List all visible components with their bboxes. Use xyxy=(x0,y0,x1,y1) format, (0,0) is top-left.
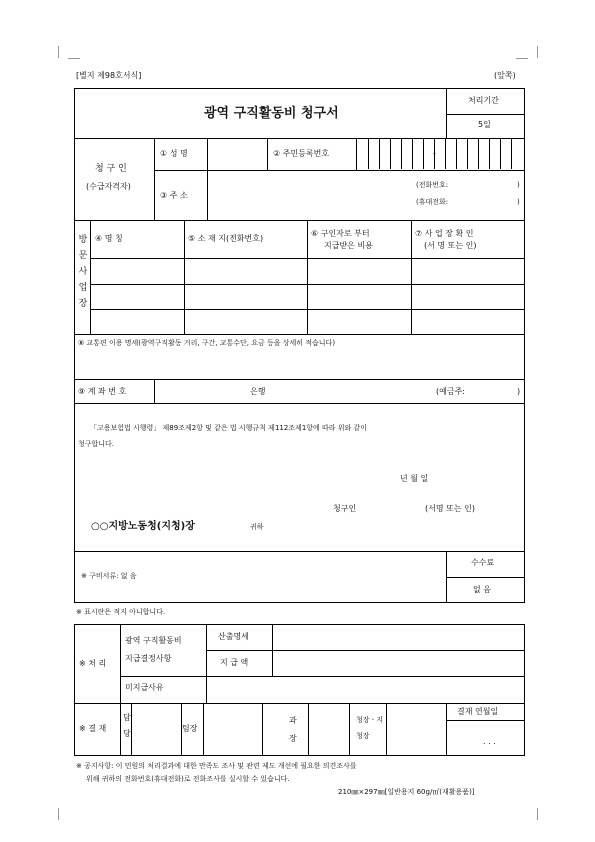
approval-date-value: . . . xyxy=(483,737,496,746)
processing-period-label: 처리기간 xyxy=(468,96,499,105)
claimant-sign-field[interactable] xyxy=(368,500,420,516)
address-field[interactable] xyxy=(208,171,525,219)
worker-sign-field[interactable] xyxy=(132,704,181,755)
crop-mark xyxy=(516,58,528,59)
col-business-name: ④ 명 칭 xyxy=(95,234,123,243)
table-row[interactable] xyxy=(91,285,525,308)
fee-value: 없 음 xyxy=(473,585,491,594)
office-chief-sign-field[interactable] xyxy=(387,704,446,755)
col-cost-line1: ⑥ 구인자로 부터 xyxy=(311,229,370,238)
address-label: ③ 주 소 xyxy=(160,191,188,200)
statement-line2: 청구합니다. xyxy=(78,440,115,448)
payment-amount-field[interactable] xyxy=(273,651,525,675)
calc-detail-field[interactable] xyxy=(273,625,525,649)
bank-label: 은행 xyxy=(250,387,266,396)
phone-label: (전화번호: xyxy=(416,181,449,189)
ssn-dash: - xyxy=(433,149,436,158)
col-confirm-line1: ⑦ 사 업 장 확 인 xyxy=(415,229,474,238)
transport-field[interactable] xyxy=(75,352,525,378)
table-row[interactable] xyxy=(91,310,525,333)
privacy-notice-line2: 위해 귀하의 전화번호(휴대전화)로 전화조사를 실시할 수 있습니다. xyxy=(86,775,290,783)
not-filled-notice: ※ 표시란은 적지 아니합니다. xyxy=(76,608,166,616)
approval-section-label: ※ 결 재 xyxy=(79,724,107,733)
office-chief-label: 청장ㆍ지청장 xyxy=(356,716,384,740)
claimant-section-label: 청 구 인 xyxy=(95,164,127,174)
team-leader-label: 팀장 xyxy=(182,724,198,733)
approval-date-label: 결재 연월일 xyxy=(457,707,499,716)
section-chief-label: 과장 xyxy=(289,716,297,743)
visit-section-label: 방문사업장 xyxy=(78,235,88,309)
fee-label: 수수료 xyxy=(471,558,495,567)
transport-label: ⑧ 교통편 이용 명세(광역구직활동 거리, 구간, 교통수단, 요금 등을 상세히 적습니다) xyxy=(78,339,336,347)
page-side-label: (앞쪽) xyxy=(494,71,516,80)
sign-or-seal: (서명 또는 인) xyxy=(425,504,475,513)
statement-line1: 「고용보험법 시행령」 제89조제2항 및 같은 법 시행규칙 제112조제1항에 따라 위와 같이 xyxy=(90,424,368,432)
crop-mark xyxy=(537,46,538,58)
processing-period-value: 5일 xyxy=(478,120,491,129)
crop-mark xyxy=(68,58,80,59)
payment-amount-label: 지 급 액 xyxy=(220,658,249,667)
claimant-sign-label: 청구인 xyxy=(333,504,357,513)
recipient-office: ○○지방노동청(지청)장 xyxy=(91,521,195,532)
name-field[interactable] xyxy=(208,139,267,169)
phone-close: ) xyxy=(517,181,520,189)
decision-label-line1: 광역 구직활동비 xyxy=(125,636,182,645)
account-label: ⑨ 계 좌 번 호 xyxy=(78,387,127,396)
required-docs: ※ 구비서류: 없 음 xyxy=(81,572,137,580)
account-field[interactable] xyxy=(155,380,525,402)
col-confirm-line2: (서 명 또는 인) xyxy=(424,241,477,250)
form-number: [별지 제98호서식] xyxy=(76,71,142,80)
non-payment-reason-field[interactable] xyxy=(207,677,525,702)
crop-mark xyxy=(537,808,538,820)
ssn-field[interactable] xyxy=(357,139,525,169)
account-holder-label: (예금주: xyxy=(436,387,466,396)
ssn-label: ② 주민등록번호 xyxy=(273,149,330,158)
recipient-honorific: 귀하 xyxy=(250,523,264,531)
claimant-section-sub: (수급자격자) xyxy=(86,182,131,191)
processing-section-label: ※ 처 리 xyxy=(79,659,107,668)
form-title: 광역 구직활동비 청구서 xyxy=(204,106,339,121)
section-chief-sign-field[interactable] xyxy=(309,704,349,755)
mobile-label: (휴대전화: xyxy=(416,198,449,206)
account-holder-close: ) xyxy=(517,387,521,396)
col-cost-line2: 지급받은 비용 xyxy=(324,241,373,250)
name-label: ① 성 명 xyxy=(160,149,188,158)
paper-spec: 210㎜×297㎜[일반용지 60g/㎡(재활용품)] xyxy=(338,788,475,796)
team-leader-sign-field[interactable] xyxy=(204,704,262,755)
table-row[interactable] xyxy=(91,259,525,284)
decision-label-line2: 지급결정사항 xyxy=(125,654,172,663)
crop-mark xyxy=(58,808,59,820)
claim-date: 년 월 일 xyxy=(400,474,429,483)
calc-detail-label: 산출명세 xyxy=(218,632,249,641)
crop-mark xyxy=(58,46,59,58)
worker-label: 담당 xyxy=(123,713,131,738)
non-payment-reason-label: 미지급사유 xyxy=(125,683,164,692)
col-location: ⑤ 소 재 지(전화번호) xyxy=(188,234,264,243)
privacy-notice-line1: ※ 공지사항: 이 민원의 처리결과에 대한 만족도 조사 및 관련 제도 개선에 필요한 의견조사를 xyxy=(76,762,357,770)
mobile-close: ) xyxy=(517,198,520,206)
